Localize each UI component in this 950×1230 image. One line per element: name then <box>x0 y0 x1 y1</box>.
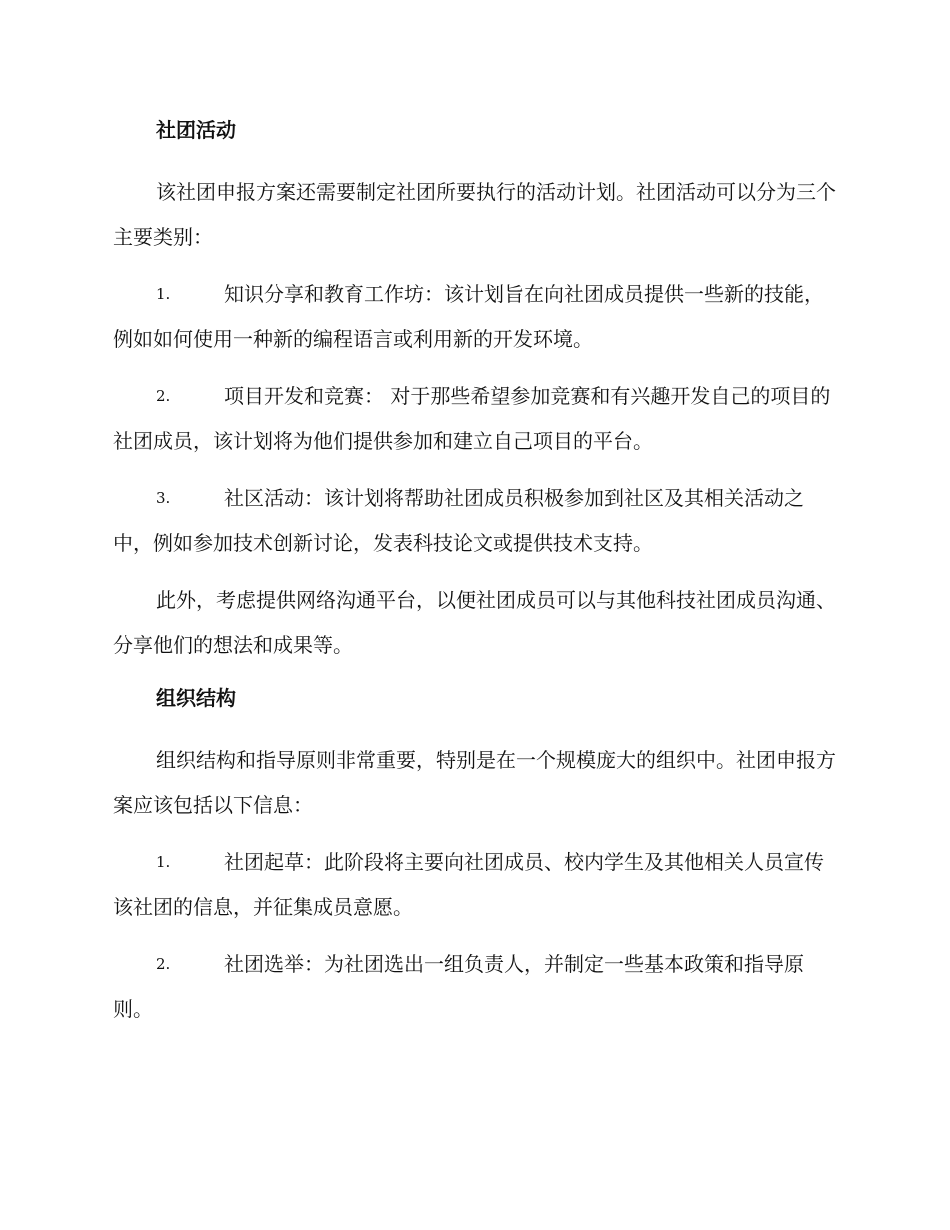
list-item-number: 3. <box>156 489 171 507</box>
list-item-number: 1. <box>156 285 171 303</box>
list-item-number: 2. <box>156 955 171 973</box>
list-item-text: 项目开发和竞赛： 对于那些希望参加竞赛和有兴趣开发自己的项目的社团成员，该计划将为他们提供参加和建立自己项目的平台。 <box>113 384 831 453</box>
list-item-text: 知识分享和教育工作坊：该计划旨在向社团成员提供一些新的技能，例如如何使用一种新的编程语言或利用新的开发环境。 <box>113 282 824 351</box>
section-heading-structure: 组织结构 <box>156 686 236 710</box>
activities-list-item <box>113 476 841 566</box>
structure-intro-paragraph: 组织结构和指导原则非常重要，特别是在一个规模庞大的组织中。社团申报方案应该包括以下信息： <box>113 748 836 817</box>
activities-intro-paragraph: 该社团申报方案还需要制定社团所要执行的活动计划。社团活动可以分为三个主要类别： <box>113 180 836 249</box>
activities-list-item <box>113 272 841 362</box>
list-item-number: 1. <box>156 853 171 871</box>
activities-list-item <box>113 374 841 464</box>
structure-list-item <box>113 840 841 930</box>
document-body <box>113 112 841 1044</box>
list-item-text: 社团选举：为社团选出一组负责人，并制定一些基本政策和指导原则。 <box>113 952 804 1021</box>
list-item-text: 社区活动：该计划将帮助社团成员积极参加到社区及其相关活动之中，例如参加技术创新讨论，发表科技论文或提供技术支持。 <box>113 486 804 555</box>
list-item-number: 2. <box>156 387 171 405</box>
list-item-text: 社团起草：此阶段将主要向社团成员、校内学生及其他相关人员宣传该社团的信息，并征集成员意愿。 <box>113 850 824 919</box>
structure-list-item <box>113 942 841 1032</box>
section-heading-activities: 社团活动 <box>156 118 236 142</box>
activities-closing-paragraph: 此外，考虑提供网络沟通平台，以便社团成员可以与其他科技社团成员沟通、分享他们的想法和成果等。 <box>113 588 836 657</box>
